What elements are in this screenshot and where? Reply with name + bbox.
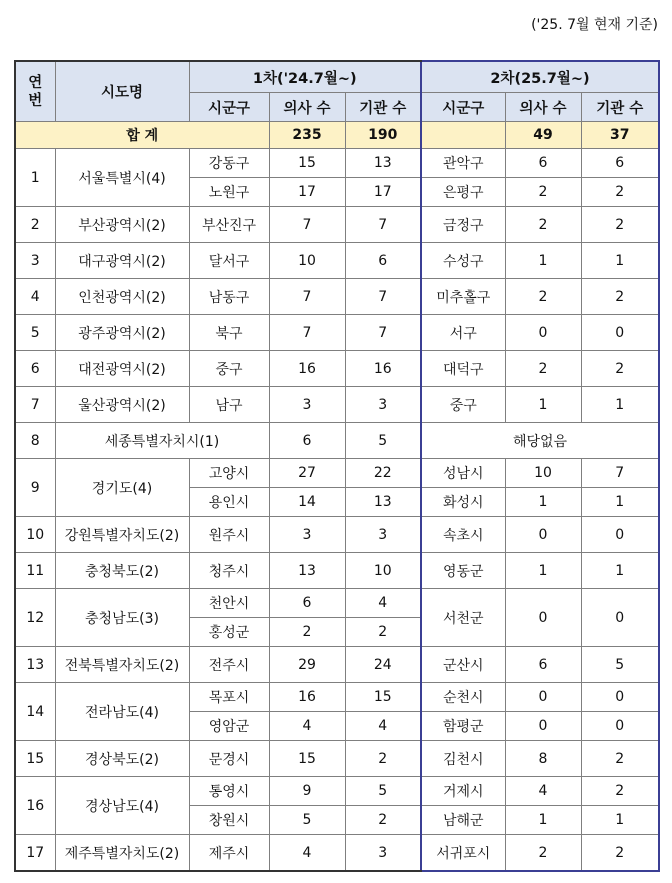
p1-institutions: 10 — [345, 553, 421, 589]
row-number: 14 — [15, 683, 55, 741]
p1-institutions: 7 — [345, 207, 421, 243]
p2-institutions: 0 — [581, 712, 659, 741]
p1-doctors: 13 — [269, 553, 345, 589]
p1-institutions: 5 — [345, 423, 421, 459]
p2-district: 속초시 — [421, 517, 505, 553]
table-row — [15, 517, 659, 553]
p2-institutions: 1 — [581, 488, 659, 517]
table-row — [15, 835, 659, 872]
p1-institutions: 4 — [345, 712, 421, 741]
table-row — [15, 777, 659, 806]
p1-district: 용인시 — [189, 488, 269, 517]
p1-institutions: 15 — [345, 683, 421, 712]
region-name: 전북특별자치도(2) — [55, 647, 189, 683]
table-row — [15, 351, 659, 387]
p1-doctors: 3 — [269, 517, 345, 553]
p1-doctors: 7 — [269, 207, 345, 243]
header-p2-institutions: 기관 수 — [581, 93, 659, 122]
p2-doctors: 1 — [505, 243, 581, 279]
table-row — [15, 589, 659, 618]
row-number: 12 — [15, 589, 55, 647]
p1-doctors: 7 — [269, 279, 345, 315]
p2-district: 화성시 — [421, 488, 505, 517]
p2-doctors: 1 — [505, 806, 581, 835]
header-p1-district: 시군구 — [189, 93, 269, 122]
p2-district: 중구 — [421, 387, 505, 423]
program-status-table — [14, 60, 660, 872]
row-number: 1 — [15, 149, 55, 207]
p1-district: 부산진구 — [189, 207, 269, 243]
p1-institutions: 13 — [345, 488, 421, 517]
row-number: 11 — [15, 553, 55, 589]
p1-district: 노원구 — [189, 178, 269, 207]
p2-doctors: 0 — [505, 712, 581, 741]
p2-district: 순천시 — [421, 683, 505, 712]
p1-institutions: 24 — [345, 647, 421, 683]
total-p2-doctors: 49 — [505, 122, 581, 149]
p1-doctors: 2 — [269, 618, 345, 647]
p1-doctors: 16 — [269, 683, 345, 712]
p1-doctors: 10 — [269, 243, 345, 279]
row-number: 10 — [15, 517, 55, 553]
p1-doctors: 14 — [269, 488, 345, 517]
p1-district: 문경시 — [189, 741, 269, 777]
p2-institutions: 1 — [581, 553, 659, 589]
p2-district: 함평군 — [421, 712, 505, 741]
row-number: 13 — [15, 647, 55, 683]
header-p1-institutions: 기관 수 — [345, 93, 421, 122]
total-p2-district — [421, 122, 505, 149]
table-row — [15, 279, 659, 315]
p1-institutions: 2 — [345, 618, 421, 647]
p2-institutions: 2 — [581, 207, 659, 243]
p1-institutions: 7 — [345, 315, 421, 351]
p1-institutions: 7 — [345, 279, 421, 315]
p2-doctors: 6 — [505, 647, 581, 683]
p1-doctors: 3 — [269, 387, 345, 423]
region-name: 광주광역시(2) — [55, 315, 189, 351]
p2-institutions: 2 — [581, 178, 659, 207]
row-number: 6 — [15, 351, 55, 387]
p2-institutions: 0 — [581, 589, 659, 647]
table-row — [15, 647, 659, 683]
total-label: 합 계 — [15, 122, 269, 149]
p1-institutions: 2 — [345, 741, 421, 777]
p1-doctors: 27 — [269, 459, 345, 488]
p2-doctors: 2 — [505, 351, 581, 387]
p2-institutions: 2 — [581, 835, 659, 872]
row-number: 16 — [15, 777, 55, 835]
p1-district: 강동구 — [189, 149, 269, 178]
p2-doctors: 4 — [505, 777, 581, 806]
p1-district: 목포시 — [189, 683, 269, 712]
p2-institutions: 1 — [581, 387, 659, 423]
p1-doctors: 4 — [269, 712, 345, 741]
p2-district: 수성구 — [421, 243, 505, 279]
header-p1-doctors: 의사 수 — [269, 93, 345, 122]
p1-institutions: 22 — [345, 459, 421, 488]
total-row — [15, 122, 659, 149]
region-name: 울산광역시(2) — [55, 387, 189, 423]
p2-institutions: 0 — [581, 315, 659, 351]
p2-institutions: 2 — [581, 351, 659, 387]
table-row — [15, 207, 659, 243]
header-phase1: 1차('24.7월~) — [189, 61, 421, 93]
p1-institutions: 3 — [345, 387, 421, 423]
row-number: 17 — [15, 835, 55, 872]
p1-district: 제주시 — [189, 835, 269, 872]
p1-doctors: 16 — [269, 351, 345, 387]
header-region: 시도명 — [55, 61, 189, 122]
region-name: 경상남도(4) — [55, 777, 189, 835]
p2-doctors: 0 — [505, 683, 581, 712]
p2-not-applicable: 해당없음 — [421, 423, 659, 459]
table-row — [15, 315, 659, 351]
region-name: 대전광역시(2) — [55, 351, 189, 387]
p1-doctors: 7 — [269, 315, 345, 351]
p2-doctors: 1 — [505, 387, 581, 423]
region-name: 세종특별자치시(1) — [55, 423, 269, 459]
p2-district: 관악구 — [421, 149, 505, 178]
p2-doctors: 0 — [505, 315, 581, 351]
p2-doctors: 2 — [505, 279, 581, 315]
table-row — [15, 243, 659, 279]
p2-institutions: 2 — [581, 777, 659, 806]
p1-district: 원주시 — [189, 517, 269, 553]
header-p2-district: 시군구 — [421, 93, 505, 122]
p1-institutions: 4 — [345, 589, 421, 618]
region-name: 강원특별자치도(2) — [55, 517, 189, 553]
p1-institutions: 16 — [345, 351, 421, 387]
p2-district: 서귀포시 — [421, 835, 505, 872]
row-number: 4 — [15, 279, 55, 315]
p1-district: 창원시 — [189, 806, 269, 835]
p1-district: 남구 — [189, 387, 269, 423]
p2-institutions: 2 — [581, 741, 659, 777]
header-p2-doctors: 의사 수 — [505, 93, 581, 122]
table-row — [15, 459, 659, 488]
p2-institutions: 1 — [581, 806, 659, 835]
row-number: 7 — [15, 387, 55, 423]
p1-institutions: 3 — [345, 835, 421, 872]
p1-doctors: 5 — [269, 806, 345, 835]
p2-doctors: 10 — [505, 459, 581, 488]
p1-district: 북구 — [189, 315, 269, 351]
p1-doctors: 17 — [269, 178, 345, 207]
table-row — [15, 423, 659, 459]
p2-district: 서구 — [421, 315, 505, 351]
p2-doctors: 1 — [505, 488, 581, 517]
p2-institutions: 0 — [581, 683, 659, 712]
total-p1-institutions: 190 — [345, 122, 421, 149]
region-name: 충청북도(2) — [55, 553, 189, 589]
p2-district: 군산시 — [421, 647, 505, 683]
p2-district: 거제시 — [421, 777, 505, 806]
p1-district: 중구 — [189, 351, 269, 387]
p2-doctors: 0 — [505, 517, 581, 553]
p1-doctors: 4 — [269, 835, 345, 872]
row-number: 2 — [15, 207, 55, 243]
region-name: 인천광역시(2) — [55, 279, 189, 315]
p2-institutions: 5 — [581, 647, 659, 683]
p2-doctors: 2 — [505, 835, 581, 872]
p2-district: 미추홀구 — [421, 279, 505, 315]
basis-date-note: ('25. 7월 현재 기준) — [531, 17, 658, 33]
table-row — [15, 741, 659, 777]
p1-district: 남동구 — [189, 279, 269, 315]
p1-institutions: 13 — [345, 149, 421, 178]
p1-district: 청주시 — [189, 553, 269, 589]
header-no: 연 번 — [15, 61, 55, 122]
p1-doctors: 29 — [269, 647, 345, 683]
total-p2-institutions: 37 — [581, 122, 659, 149]
table-row — [15, 149, 659, 178]
p2-doctors: 0 — [505, 589, 581, 647]
p2-doctors: 8 — [505, 741, 581, 777]
p2-district: 서천군 — [421, 589, 505, 647]
p1-institutions: 17 — [345, 178, 421, 207]
region-name: 대구광역시(2) — [55, 243, 189, 279]
header-phase2: 2차(25.7월~) — [421, 61, 659, 93]
p1-institutions: 5 — [345, 777, 421, 806]
p1-institutions: 3 — [345, 517, 421, 553]
p1-district: 영암군 — [189, 712, 269, 741]
row-number: 9 — [15, 459, 55, 517]
p2-institutions: 1 — [581, 243, 659, 279]
row-number: 5 — [15, 315, 55, 351]
p2-district: 김천시 — [421, 741, 505, 777]
p2-institutions: 0 — [581, 517, 659, 553]
p2-district: 금정구 — [421, 207, 505, 243]
p1-doctors: 6 — [269, 423, 345, 459]
row-number: 3 — [15, 243, 55, 279]
p1-district: 통영시 — [189, 777, 269, 806]
p1-district: 고양시 — [189, 459, 269, 488]
p2-district: 남해군 — [421, 806, 505, 835]
p2-institutions: 2 — [581, 279, 659, 315]
row-number: 8 — [15, 423, 55, 459]
p2-doctors: 2 — [505, 178, 581, 207]
p1-district: 홍성군 — [189, 618, 269, 647]
p2-institutions: 7 — [581, 459, 659, 488]
p2-doctors: 6 — [505, 149, 581, 178]
p1-doctors: 15 — [269, 149, 345, 178]
row-number: 15 — [15, 741, 55, 777]
p1-doctors: 6 — [269, 589, 345, 618]
p2-district: 은평구 — [421, 178, 505, 207]
table-row — [15, 553, 659, 589]
p2-district: 성남시 — [421, 459, 505, 488]
region-name: 경상북도(2) — [55, 741, 189, 777]
p1-district: 전주시 — [189, 647, 269, 683]
total-p1-doctors: 235 — [269, 122, 345, 149]
p1-doctors: 15 — [269, 741, 345, 777]
region-name: 충청남도(3) — [55, 589, 189, 647]
p1-institutions: 6 — [345, 243, 421, 279]
p1-institutions: 2 — [345, 806, 421, 835]
table-row — [15, 387, 659, 423]
region-name: 제주특별자치도(2) — [55, 835, 189, 872]
region-name: 전라남도(4) — [55, 683, 189, 741]
p2-district: 대덕구 — [421, 351, 505, 387]
p2-doctors: 2 — [505, 207, 581, 243]
region-name: 서울특별시(4) — [55, 149, 189, 207]
region-name: 경기도(4) — [55, 459, 189, 517]
p1-district: 천안시 — [189, 589, 269, 618]
region-name: 부산광역시(2) — [55, 207, 189, 243]
table-row — [15, 683, 659, 712]
p2-district: 영동군 — [421, 553, 505, 589]
p1-district: 달서구 — [189, 243, 269, 279]
p2-doctors: 1 — [505, 553, 581, 589]
p2-institutions: 6 — [581, 149, 659, 178]
p1-doctors: 9 — [269, 777, 345, 806]
